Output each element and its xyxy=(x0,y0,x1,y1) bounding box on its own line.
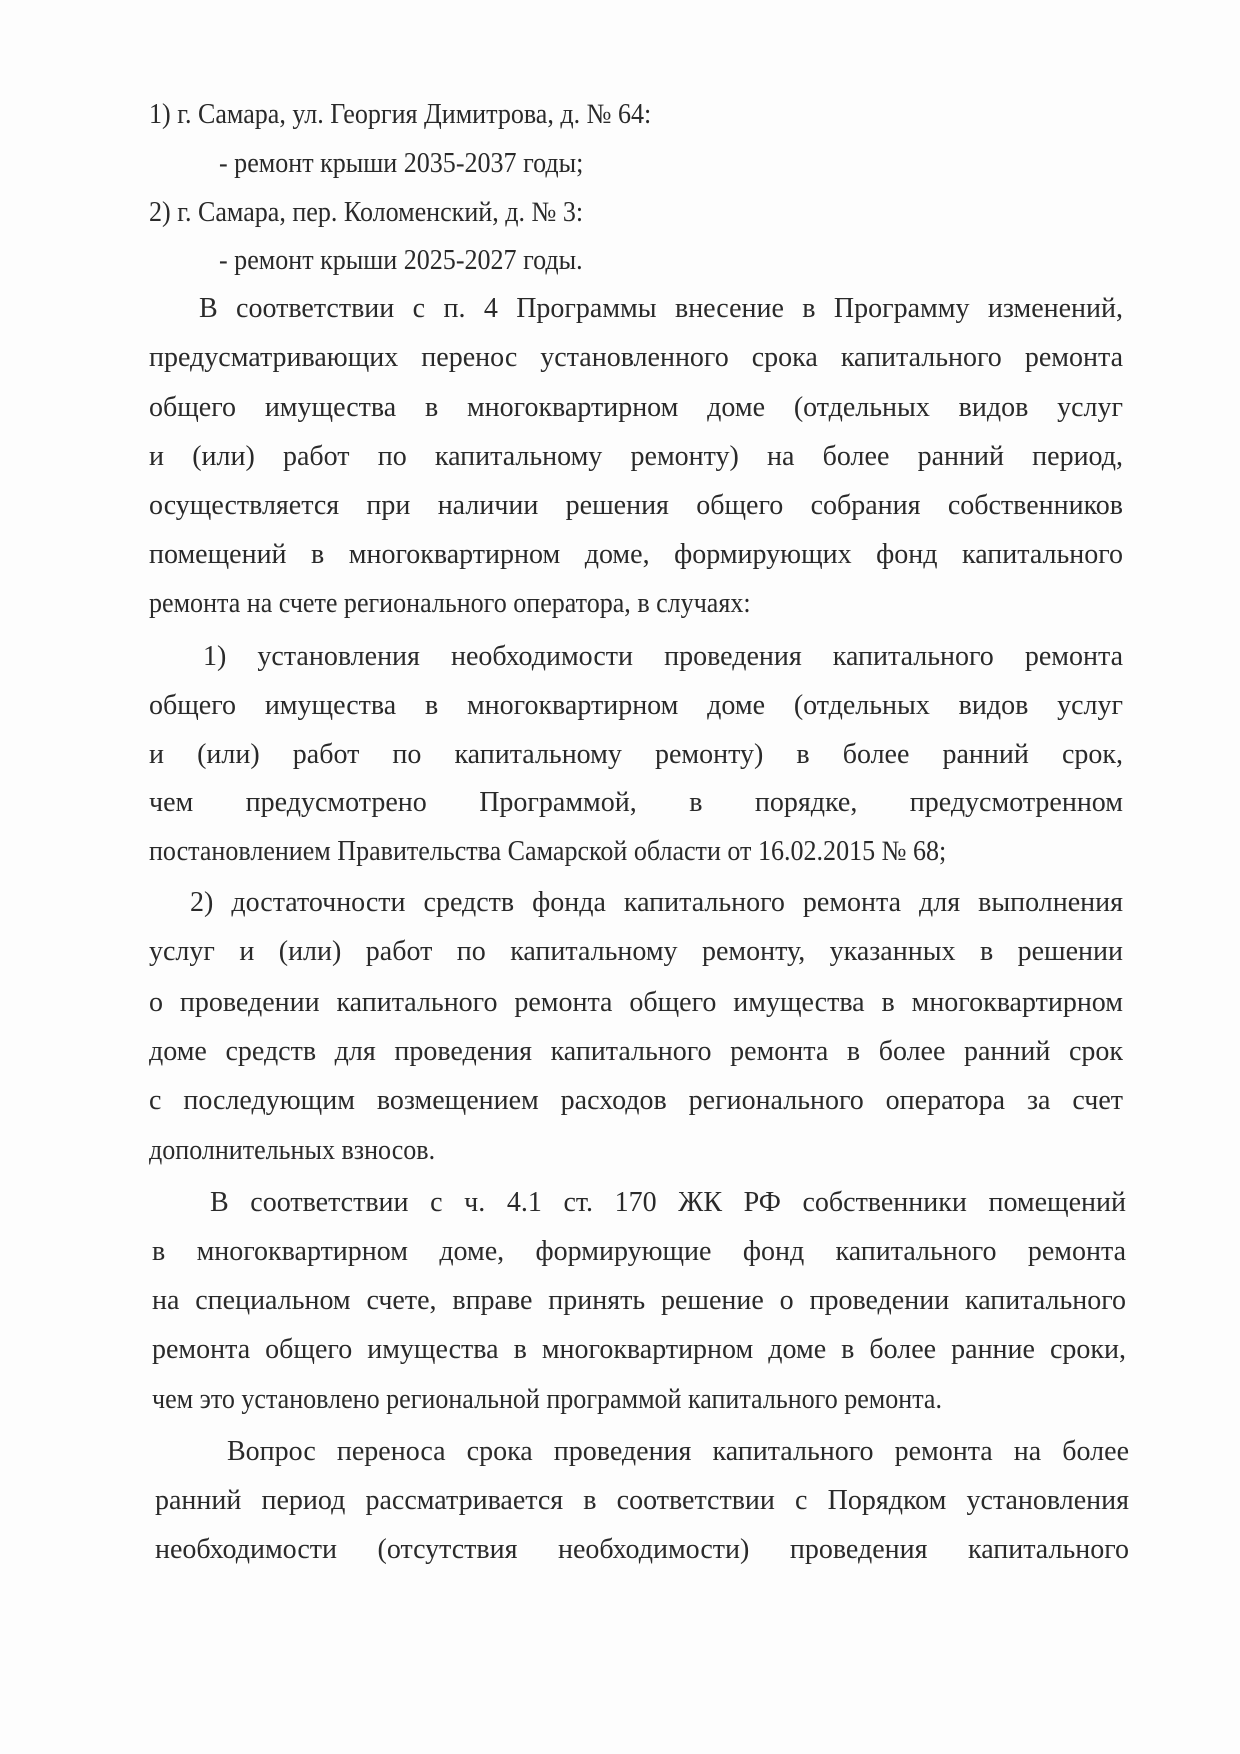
text-line: ранний период рассматривается в соответствии с Порядком установления xyxy=(155,1485,1129,1516)
text-line: ремонта на счете регионального оператора, в случаях: xyxy=(149,588,751,619)
text-line: и (или) работ по капитальному ремонту) в более ранний срок, xyxy=(149,739,1123,770)
text-line: 1) г. Самара, ул. Георгия Димитрова, д. № 64: xyxy=(149,99,652,130)
text-line: общего имущества в многоквартирном доме (отдельных видов услуг xyxy=(149,690,1123,721)
text-line: предусматривающих перенос установленного срока капитального ремонта xyxy=(149,342,1123,373)
text-line: о проведении капитального ремонта общего имущества в многоквартирном xyxy=(149,987,1123,1018)
text-line: 1) установления необходимости проведения капитального ремонта xyxy=(203,641,1123,672)
text-line: дополнительных взносов. xyxy=(149,1135,436,1166)
text-line: 2) г. Самара, пер. Коломенский, д. № 3: xyxy=(149,197,584,228)
text-line: чем предусмотрено Программой, в порядке, предусмотренном xyxy=(149,787,1123,818)
text-line: помещений в многоквартирном доме, формирующих фонд капитального xyxy=(149,539,1123,570)
text-line: В соответствии с ч. 4.1 ст. 170 ЖК РФ собственники помещений xyxy=(210,1187,1126,1218)
text-line: ремонта общего имущества в многоквартирном доме в более ранние сроки, xyxy=(152,1334,1126,1365)
text-line: постановлением Правительства Самарской области от 16.02.2015 № 68; xyxy=(149,836,947,867)
text-line: и (или) работ по капитальному ремонту) на более ранний период, xyxy=(149,441,1123,472)
text-line: в многоквартирном доме, формирующие фонд капитального ремонта xyxy=(152,1236,1126,1267)
text-line: 2) достаточности средств фонда капитального ремонта для выполнения xyxy=(190,887,1123,918)
text-line: на специальном счете, вправе принять решение о проведении капитального xyxy=(152,1285,1126,1316)
text-line: с последующим возмещением расходов регионального оператора за счет xyxy=(149,1085,1123,1116)
text-line: услуг и (или) работ по капитальному ремонту, указанных в решении xyxy=(149,936,1123,967)
text-line: необходимости (отсутствия необходимости) проведения капитального xyxy=(155,1534,1129,1565)
text-line: - ремонт крыши 2035-2037 годы; xyxy=(219,148,584,179)
text-line: В соответствии с п. 4 Программы внесение в Программу изменений, xyxy=(199,293,1123,324)
text-line: - ремонт крыши 2025-2027 годы. xyxy=(219,245,583,276)
text-line: чем это установлено региональной программой капитального ремонта. xyxy=(152,1384,943,1415)
text-line: доме средств для проведения капитального ремонта в более ранний срок xyxy=(149,1036,1123,1067)
text-line: осуществляется при наличии решения общего собрания собственников xyxy=(149,490,1123,521)
text-line: общего имущества в многоквартирном доме (отдельных видов услуг xyxy=(149,392,1123,423)
text-line: Вопрос переноса срока проведения капитального ремонта на более xyxy=(227,1436,1129,1467)
